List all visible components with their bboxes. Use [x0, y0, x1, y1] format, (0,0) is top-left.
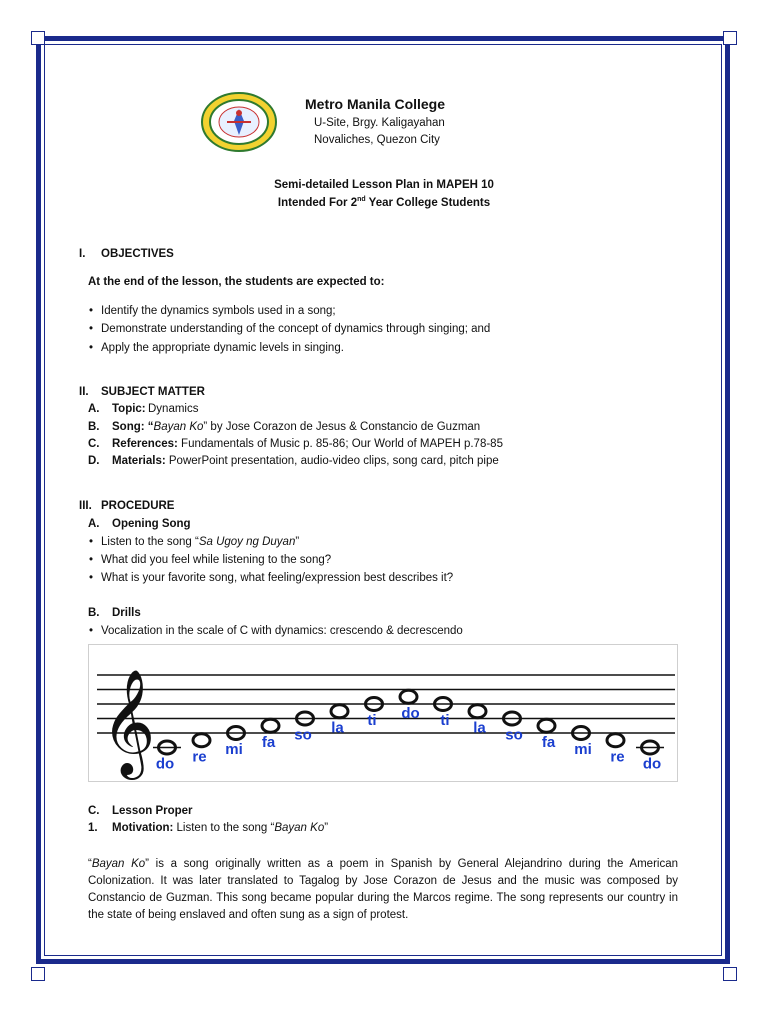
- whole-note: [400, 690, 417, 703]
- audience-sup: nd: [357, 196, 366, 203]
- subject-value: PowerPoint presentation, audio-video clips, song card, pitch pipe: [165, 455, 499, 467]
- solfege-label: re: [610, 748, 625, 766]
- staff-svg: [89, 645, 679, 783]
- audience-suffix: Year College Students: [365, 196, 491, 209]
- section-number: III.: [79, 500, 92, 512]
- opening-song-item: • Listen to the song “Sa Ugoy ng Duyan”: [101, 536, 299, 548]
- plan-title: Semi-detailed Lesson Plan in MAPEH 10: [274, 179, 494, 191]
- whole-note: [262, 719, 279, 732]
- lesson-proper-heading: Lesson Proper: [112, 805, 193, 817]
- subject-label: Song: “: [112, 421, 154, 433]
- subject-value: Fundamentals of Music p. 85-86; Our World of MAPEH p.78-85: [177, 438, 503, 450]
- solfege-label: fa: [541, 733, 556, 751]
- objectives-heading: OBJECTIVES: [101, 248, 174, 260]
- subject-item-song: B. Song: “Bayan Ko” by Jose Corazon de Jesus & Constancio de Guzman: [88, 421, 481, 433]
- song-title: Bayan Ko: [153, 421, 204, 433]
- objective-item: • Apply the appropriate dynamic levels in singing.: [101, 342, 344, 354]
- solfege-label: la: [473, 719, 486, 737]
- treble-clef-icon: 𝄞: [101, 668, 156, 775]
- drills-heading: Drills: [112, 607, 141, 619]
- opening-song-heading: Opening Song: [112, 518, 191, 530]
- subsection-letter: A.: [88, 518, 100, 530]
- song-title: Sa Ugoy ng Duyan: [198, 536, 296, 548]
- objective-item: • Identify the dynamics symbols used in a song;: [101, 305, 336, 317]
- procedure-heading: PROCEDURE: [101, 500, 175, 512]
- subject-item-topic: A. Topic:: [88, 403, 146, 415]
- song-title: Bayan Ko: [91, 858, 146, 870]
- solfege-label: so: [505, 726, 523, 744]
- solfege-label: ti: [440, 712, 450, 729]
- objective-item: • Demonstrate understanding of the concept of dynamics through singing; and: [101, 323, 490, 335]
- whole-note: [538, 719, 555, 732]
- solfege-label: la: [331, 719, 344, 737]
- objectives-intro: At the end of the lesson, the students are expected to:: [88, 276, 385, 288]
- whole-note: [469, 705, 486, 718]
- address-line-1: U-Site, Brgy. Kaligayahan: [314, 117, 445, 129]
- section-number: II.: [79, 386, 89, 398]
- song-title: Bayan Ko: [274, 822, 325, 834]
- opening-song-item: • What did you feel while listening to the song?: [101, 554, 331, 566]
- subsection-letter: C.: [88, 805, 100, 817]
- subject-item-references: C. References: Fundamentals of Music p. 85-86; Our World of MAPEH p.78-85: [88, 438, 503, 450]
- solfege-label: do: [155, 755, 175, 773]
- subject-matter-heading: SUBJECT MATTER: [101, 386, 205, 398]
- whole-note: [607, 734, 624, 747]
- whole-note: [193, 734, 210, 747]
- solfege-label: do: [642, 755, 662, 773]
- solfege-label: re: [192, 748, 207, 766]
- subject-value: Dynamics: [148, 403, 199, 415]
- college-seal-logo: [200, 91, 278, 153]
- opening-song-item: • What is your favorite song, what feeling/expression best describes it?: [101, 572, 453, 584]
- subject-value: ” by Jose Corazon de Jesus & Constancio de Guzman: [203, 421, 481, 433]
- subject-item-materials: D. Materials: PowerPoint presentation, audio-video clips, song card, pitch pipe: [88, 455, 499, 467]
- solfege-label: mi: [225, 741, 243, 758]
- bayan-ko-paragraph: “Bayan Ko” is a song originally written as a poem in Spanish by General Alejandrino during the American Colonization. It was later translated to Tagalog by Jose Corazon de Jesus and the music was composed by Constancio de Guzman. This song became popular during the Marcos regime. The song represents our country in the state of being enslaved and often sung as a sign of protest.: [88, 858, 678, 921]
- solfege-label: mi: [574, 741, 592, 758]
- motivation-item: 1. Motivation: Listen to the song “Bayan Ko”: [88, 822, 329, 834]
- plan-audience: [184, 196, 584, 209]
- subject-label: References:: [112, 438, 178, 450]
- subsection-letter: B.: [88, 607, 100, 619]
- section-number: I.: [79, 248, 86, 260]
- solfege-label: so: [294, 726, 312, 744]
- solfege-label: fa: [261, 733, 276, 751]
- solfege-label: do: [401, 704, 420, 722]
- whole-note: [331, 705, 348, 718]
- drills-item: • Vocalization in the scale of C with dynamics: crescendo & decrescendo: [101, 625, 463, 637]
- school-name: Metro Manila College: [305, 96, 446, 112]
- subject-label: Topic:: [112, 403, 146, 415]
- audience-prefix: Intended For 2: [277, 196, 358, 209]
- address-line-2: Novaliches, Quezon City: [314, 134, 440, 146]
- subject-label: Materials:: [112, 455, 166, 467]
- c-major-scale-staff: [88, 644, 678, 782]
- motivation-label: Motivation:: [112, 822, 174, 834]
- solfege-label: ti: [367, 712, 377, 729]
